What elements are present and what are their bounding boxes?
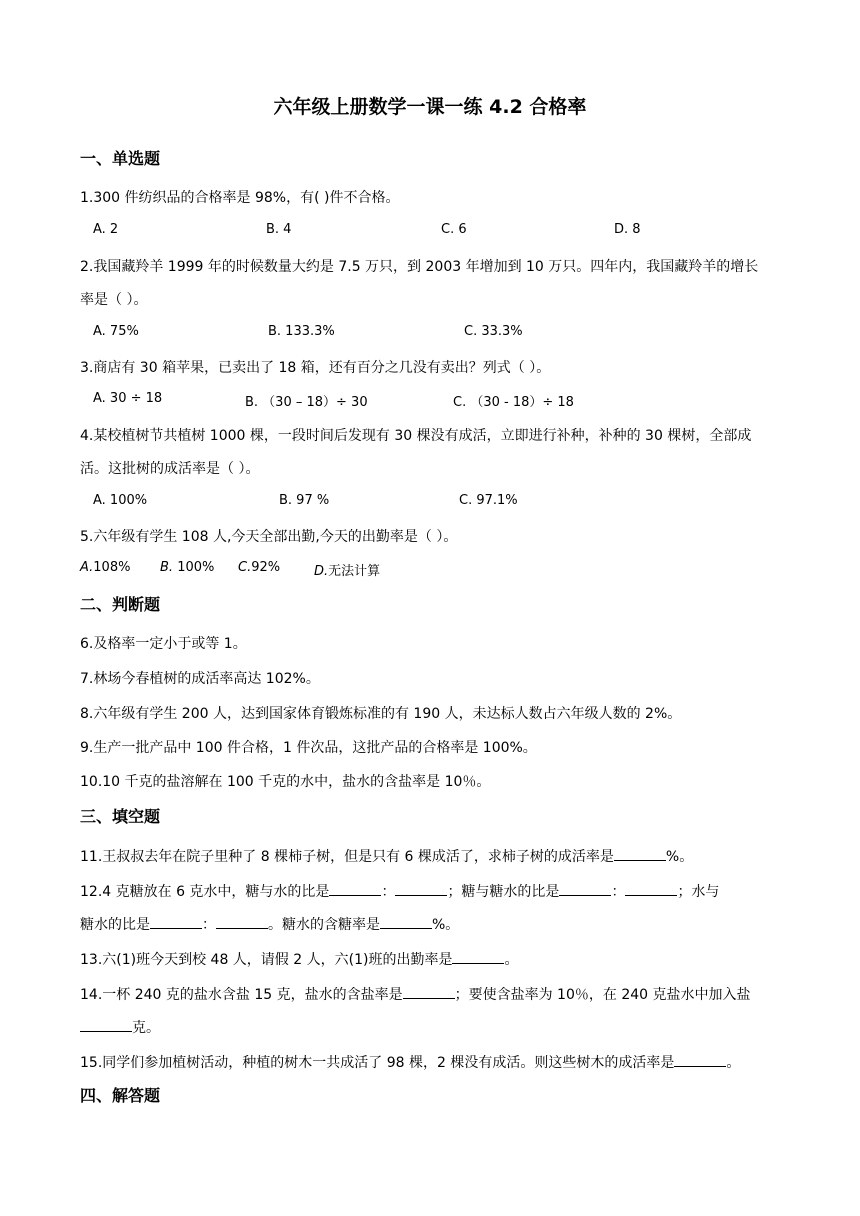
question-15: 15.同学们参加植树活动，种植的树木一共成活了 98 棵，2 棵没有成活。则这些树木的成活率是 。 <box>80 1055 741 1071</box>
q4-option-a: A. 100% <box>93 493 148 508</box>
answer-blank[interactable] <box>614 848 666 861</box>
question-7: 7.林场今春植树的成活率高达 102%。 <box>80 671 320 687</box>
answer-blank[interactable] <box>80 1019 132 1032</box>
question-8: 8.六年级有学生 200 人，达到国家体育锻炼标准的有 190 人，未达标人数占六年级人数的 2%。 <box>80 706 682 722</box>
question-3: 3.商店有 30 箱苹果，已卖出了 18 箱，还有百分之几没有卖出？列式（ ）。 <box>80 360 551 376</box>
q2-option-b: B. 133.3% <box>268 324 335 339</box>
answer-blank[interactable] <box>674 1054 726 1067</box>
answer-blank[interactable] <box>216 916 268 929</box>
section-word-problems: 四、解答题 <box>80 1086 161 1105</box>
question-10: 10.10 千克的盐溶解在 100 千克的水中，盐水的含盐率是 10％。 <box>80 774 491 790</box>
section-single-choice: 一、单选题 <box>80 149 161 168</box>
question-13: 13.六(1)班今天到校 48 人，请假 2 人，六(1)班的出勤率是 。 <box>80 952 519 968</box>
page-title: 六年级上册数学一课一练 4.2 合格率 <box>273 96 587 118</box>
section-true-false: 二、判断题 <box>80 595 161 614</box>
question-4-line-2: 活。这批树的成活率是（ ）。 <box>80 461 260 477</box>
q1-option-c: C. 6 <box>441 222 467 237</box>
q4-option-b: B. 97 % <box>279 493 330 508</box>
answer-blank[interactable] <box>452 951 504 964</box>
question-6: 6.及格率一定小于或等 1。 <box>80 636 247 652</box>
answer-blank[interactable] <box>625 883 677 896</box>
question-11: 11.王叔叔去年在院子里种了 8 棵柿子树，但是只有 6 棵成活了，求柿子树的成活率是 %。 <box>80 849 694 865</box>
q5-option-c: C.92% <box>238 560 281 575</box>
q3-option-a: A. 30 ÷ 18 <box>93 391 163 406</box>
q5-option-d: D.无法计算 <box>314 564 381 579</box>
answer-blank[interactable] <box>380 916 432 929</box>
question-14-line-1: 14.一杯 240 克的盐水含盐 15 克，盐水的含盐率是 ；要使含盐率为 10％，在 240 克盐水中加入盐 <box>80 987 751 1003</box>
answer-blank[interactable] <box>395 883 447 896</box>
answer-blank[interactable] <box>150 916 202 929</box>
q1-option-b: B. 4 <box>266 222 292 237</box>
answer-blank[interactable] <box>559 883 611 896</box>
question-14-line-2: 克。 <box>80 1017 160 1037</box>
question-4-line-1: 4.某校植树节共植树 1000 棵，一段时间后发现有 30 棵没有成活，立即进行补种，补种的 30 棵树，全部成 <box>80 428 752 444</box>
answer-blank[interactable] <box>329 883 381 896</box>
q5-option-a: A.108% <box>80 560 131 575</box>
question-9: 9.生产一批产品中 100 件合格，1 件次品，这批产品的合格率是 100%。 <box>80 740 537 756</box>
q4-option-c: C. 97.1% <box>459 493 518 508</box>
question-2-line-2: 率是（ ）。 <box>80 292 148 308</box>
question-2-line-1: 2.我国藏羚羊 1999 年的时候数量大约是 7.5 万只，到 2003 年增加到 10 万只。四年内，我国藏羚羊的增长 <box>80 259 759 275</box>
q2-option-a: A. 75% <box>93 324 139 339</box>
q3-option-b: B. （30 – 18）÷ 30 <box>245 395 368 410</box>
q1-option-d: D. 8 <box>614 222 641 237</box>
q1-option-a: A. 2 <box>93 222 119 237</box>
question-12-line-2: 糖水的比是 ： 。糖水的含糖率是 %。 <box>80 917 460 933</box>
question-1: 1.300 件纺织品的合格率是 98%，有( )件不合格。 <box>80 190 400 206</box>
answer-blank[interactable] <box>403 986 455 999</box>
question-12-line-1: 12.4 克糖放在 6 克水中，糖与水的比是 ： ；糖与糖水的比是 ： ；水与 <box>80 884 720 900</box>
q2-option-c: C. 33.3% <box>464 324 523 339</box>
q5-option-b: B. 100% <box>160 560 215 575</box>
section-fill-blank: 三、填空题 <box>80 807 161 826</box>
question-5: 5.六年级有学生 108 人,今天全部出勤,今天的出勤率是（ ）。 <box>80 529 458 545</box>
q3-option-c: C. （30 - 18）÷ 18 <box>453 395 574 410</box>
